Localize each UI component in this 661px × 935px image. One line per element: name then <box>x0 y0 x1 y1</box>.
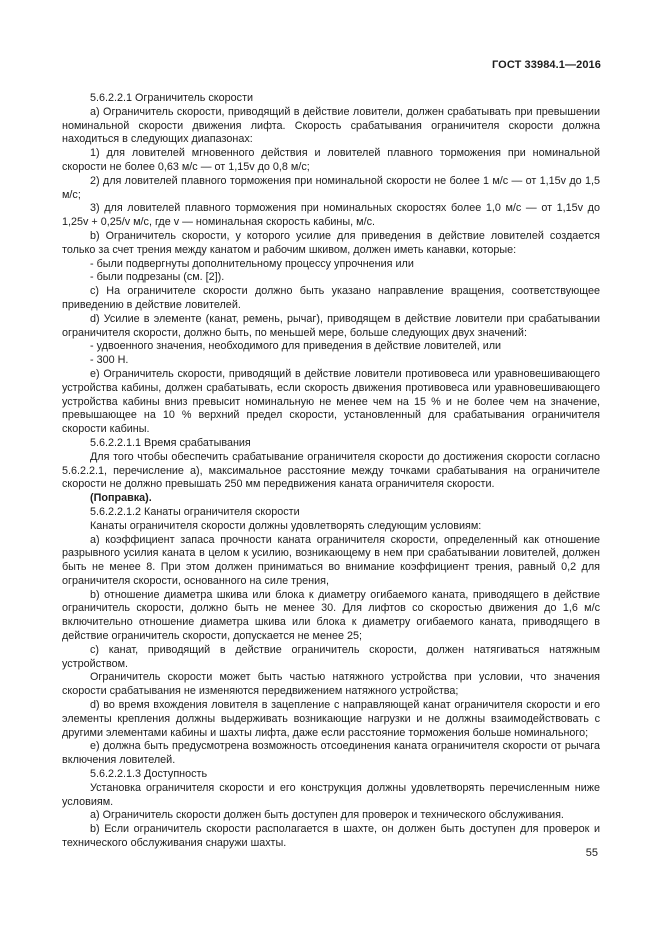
paragraph: e) Ограничитель скорости, приводящий в действие ловители противовеса или уравновешивающего устройства кабины, должен срабатывать, если скорость движения противовеса или уравновешивающего устройства кабины вниз превысит номинальную не менее чем на 15 % и не более чем на значение, превышающее на 10 % верхний предел скорости, установленный для срабатывания ограничителя скорости кабины. <box>62 367 600 436</box>
paragraph: a) Ограничитель скорости должен быть доступен для проверок и технического обслуживания. <box>90 809 564 822</box>
paragraph: Канаты ограничителя скорости должны удовлетворять следующим условиям: <box>90 519 482 532</box>
section-heading: 5.6.2.2.1.2 Канаты ограничителя скорости <box>90 505 300 518</box>
dash-list <box>62 258 600 286</box>
list-item: - удвоенного значения, необходимого для приведения в действие ловителей, или <box>90 340 600 354</box>
paragraph: Для того чтобы обеспечить срабатывание ограничителя скорости до достижения скорости согласно 5.6.2.2.1, перечисление a), максимальное расстояние между точками срабатывания на ограничителе скорости не должно превышать 250 мм передвижения каната ограничителя скорости. <box>62 450 600 491</box>
section-heading: 5.6.2.2.1.1 Время срабатывания <box>90 436 251 449</box>
paragraph: b) Ограничитель скорости, у которого усилие для приведения в действие ловителей создается только за счет трения между канатом и рабочим шкивом, должен иметь канавки, которые: <box>62 229 600 256</box>
paragraph: e) должна быть предусмотрена возможность отсоединения каната ограничителя скорости от рычага включения ловителей. <box>62 740 600 767</box>
section-heading: 5.6.2.2.1.3 Доступность <box>90 768 208 781</box>
paragraph: a) Ограничитель скорости, приводящий в действие ловители, должен срабатывать при превышении номинальной скорости движения лифта. Скорость срабатывания ограничителя скорости должна находиться в следующих диапазонах: <box>62 105 600 146</box>
paragraph: b) отношение диаметра шкива или блока к диаметру огибаемого каната, приводящего в действие ограничитель скорости, должно быть не менее 30. Для лифтов со скоростью движения до 1,6 м/с включительно отношение диаметра шкива или блока к диаметру огибаемого каната, приводящего в действие ограничитель скорости, допускается не менее 25; <box>62 588 600 643</box>
paragraph: d) Усилие в элементе (канат, ремень, рычаг), приводящем в действие ловители при срабатывании ограничителя скорости, должно быть, по меньшей мере, больше следующих двух значений: <box>62 312 600 339</box>
list-item: - были подвергнуты дополнительному процессу упрочнения или <box>90 258 600 272</box>
dash-list <box>62 340 600 368</box>
page-number: 55 <box>585 847 598 859</box>
list-item: - 300 Н. <box>90 354 600 368</box>
paragraph: c) На ограничителе скорости должно быть указано направление вращения, соответствующее приведению в действие ловителей. <box>62 285 600 311</box>
paragraph: 1) для ловителей мгновенного действия и ловителей плавного торможения при номинальной скорости не более 0,63 м/с — от 1,15v до 0,8 м/с; <box>62 147 600 173</box>
amendment-note: (Поправка). <box>90 492 152 505</box>
paragraph: 2) для ловителей плавного торможения при номинальной скорости не более 1 м/с — от 1,15v до 1,5 м/с; <box>62 174 600 201</box>
list-item: - были подрезаны (см. [2]). <box>90 271 600 285</box>
paragraph: c) канат, приводящий в действие ограничитель скорости, должен натягиваться натяжным устройством. <box>62 643 600 670</box>
section-heading: 5.6.2.2.1 Ограничитель скорости <box>90 92 254 104</box>
paragraph: b) Если ограничитель скорости располагается в шахте, он должен быть доступен для проверок и технического обслуживания снаружи шахты. <box>62 823 600 850</box>
paragraph: Ограничитель скорости может быть частью натяжного устройства при условии, что значения скорости срабатывания не изменяются передвижением натяжного устройства; <box>62 671 600 698</box>
paragraph: a) коэффициент запаса прочности каната ограничителя скорости, определенный как отношение разрывного усилия каната в целом к усилию, возникающему в нем при срабатывании ловителей, должен быть не менее 8. При этом должен приниматься во внимание коэффициент трения, равный 0,2 для ограничителя скорости, основанного на силе трения, <box>62 533 600 587</box>
document-body <box>62 92 600 851</box>
paragraph: 3) для ловителей плавного торможения при номинальных скоростях более 1,0 м/с — от 1,15v до 1,25v + 0,25/v м/с, где v — номинальная скорость кабины, м/с. <box>62 202 600 229</box>
paragraph: Установка ограничителя скорости и его конструкция должны удовлетворять перечисленным ниже условиям. <box>62 781 600 808</box>
paragraph: d) во время вхождения ловителя в зацепление с направляющей канат ограничителя скорости и его элементы крепления должны выдерживать возникающие нагрузки и не должны взаимодействовать с другими элементами кабины и шахты лифта, даже если расстояние торможения больше номинального; <box>62 699 600 739</box>
standard-header: ГОСТ 33984.1—2016 <box>491 59 601 71</box>
